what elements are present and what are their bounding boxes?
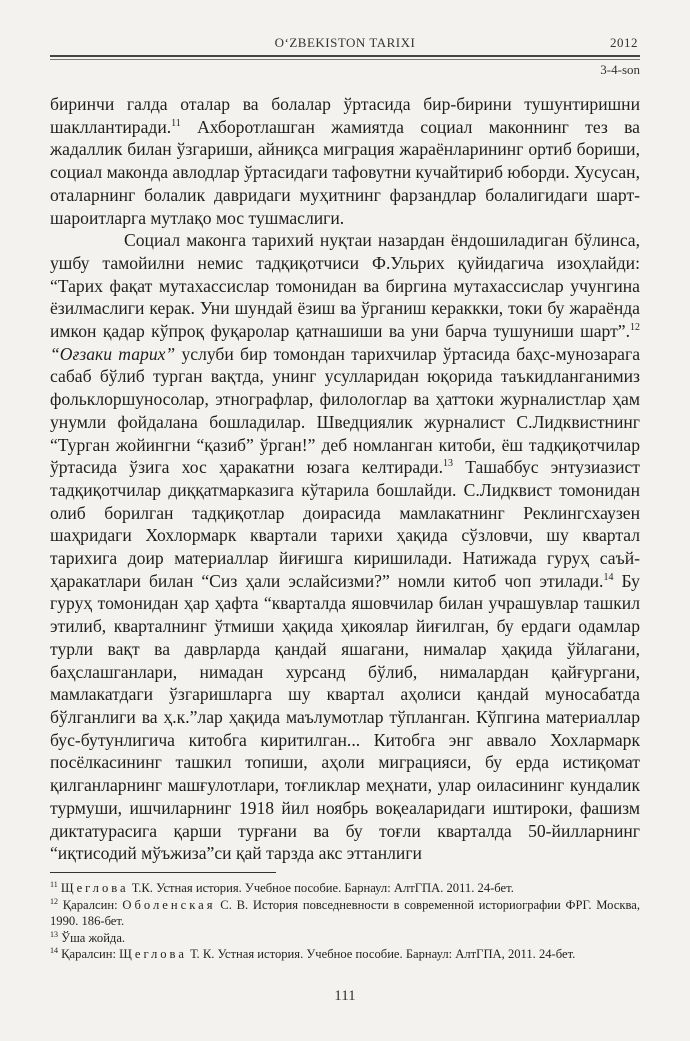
footnote-text: Т. К. Устная история. Учебное пособие. Барнаул: АлтГПА, 2011. 24-бет.	[186, 947, 576, 961]
footnote-prefix: Қаралсин:	[61, 947, 120, 961]
footnote-11	[50, 880, 640, 897]
footnotes	[50, 880, 640, 963]
text-span: Социал маконга тарихий нуқтаи назардан ёндошиладиган бўлинса, ушбу тамойилни немис тадқиқотчиси Ф.Ульрих қуйидагича изоҳлайди: “Тарих фақат мутахассислар томонидан ва биргина мутахассислар учунгина ёзилмаслиги керак. Уни шундай ёзиш ва ўрганиш кераккки, токи бу жараёнда имкон қадар кўпроқ фуқаролар қатнашиши ва уни барча тушуниши шарт”.	[50, 230, 640, 342]
text-span: Бу гуруҳ томонидан ҳар ҳафта “кварталда яшовчилар билан учрашувлар ташкил этилиб, кварталнинг ўтмиши ҳақида ҳикоялар йиғилган, бу ердаги одамлар турли вақт ва даврларда қандай яшагани, нималар ҳақида ўйлагани, баҳслашганлари, нимадан хурсанд бўлиб, нималардан қайғургани, мамлакатдаги ўзгаришларга шу квартал аҳолиси қандай муносабатда бўлганлиги ва ҳ.к.”лар ҳақида маълумотлар тўпланган. Кўпгина материаллар бус-бутунлигича китобга киритилган... Китобга энг аввало Хохлармарк посёлкасининг ташкил топиши, аҳоли миграцияси, бу ерда истиқомат қилганларнинг машғулотлари, тоғликлар меҳнати, улар оиласининг кундалик турмуши, ишчиларнинг 1918 йил ноябрь воқеаларидаги иштироки, фашизм диктатурасига қарши турғани ва бу тоғли кварталда 50-йилларнинг “иқтисодий мўъжиза”си қай тарзда акс эттанлиги	[50, 570, 640, 864]
header-rule-thin	[50, 59, 640, 60]
italic-term: “Оғзаки тарих”	[50, 343, 176, 364]
year: 2012	[610, 35, 638, 50]
footnote-13	[50, 930, 640, 947]
footnote-text: Ўша жойда.	[61, 930, 126, 945]
text-span: Ахборотлашган жамиятда социал маконнинг тез ва жадаллик билан ўзгариши, айниқса миграция жараёнларининг ортиб бориши, социал маконда авлодлар ўртасидаги тафовутни кучайтириб юборди. Хусусан, оталарнинг болалик давридаги муҳитнинг фарзандлар болалигидаги шарт-шароитларга мутлақо мос тушмаслиги.	[50, 116, 640, 228]
footnote-ref: 11	[171, 117, 181, 129]
footnote-number: 12	[50, 896, 58, 906]
text-span: Ташаббус энтузиазист тадқиқотчилар диққатмарказига кўтарила бошлайди. С.Лидквист томонидан олиб борилган тадқиқотлар доирасида мамлакатнинг Реклингсхаузен шаҳридаги Хохлормарк квартали тарихи ҳақида сўзловчи, шу квартал тарихига доир материаллар йиғишга киришилади. Натижада гуруҳ саъй-ҳаракатлари билан “Сиз ҳали эслайсизми?” номли китоб чоп этилади.	[50, 457, 640, 591]
journal-title: O‘ZBEKISTON TARIXI	[274, 35, 416, 50]
main-text	[50, 93, 640, 865]
header-rule-thick	[50, 55, 640, 57]
footnote-12	[50, 897, 640, 930]
footnote-text: Т.К. Устная история. Учебное пособие. Барнаул: АлтГПА. 2011. 24-бет.	[128, 881, 514, 895]
text-span: биринчи галда оталар ва болалар ўртасида бир-бирини тушунтиришни шакллантиради.	[50, 94, 640, 137]
footnote-number: 14	[50, 945, 58, 955]
footnote-author: Щеглова	[60, 881, 129, 895]
footnote-number: 13	[50, 929, 58, 939]
footnote-ref: 13	[442, 458, 453, 470]
footnote-prefix: Қаралсин:	[62, 897, 123, 912]
text-span: услуби бир томондан тарихчилар ўртасида баҳс-мунозарага сабаб бўлиб турган вақтда, унинг усулларидан юқорида таъкидланганимиз фольклоршуносолар, этнографлар, филологлар ва ҳаттоки журналистлар ҳам унумли фойдалана бошладилар. Шведциялик журналист С.Лидквистнинг “Турган жойингни “қазиб” ўрган!” деб номланган китоби, ёш тадқиқотчилар ўртасида ўзига хос ҳаракатни юзага келтиради.	[50, 343, 640, 478]
footnote-author: Оболенская	[122, 897, 216, 912]
page-number: 111	[334, 988, 356, 1004]
footnote-14	[50, 946, 640, 963]
paragraph-1	[50, 93, 640, 229]
footnote-text: С. В. История повседневности в современной историографии ФРГ. Москва, 1990. 186-бет.	[50, 897, 640, 928]
issue-number: 3-4-son	[600, 62, 640, 77]
footnote-ref: 14	[603, 571, 614, 583]
paragraph-2	[50, 229, 640, 865]
footnote-ref: 12	[630, 322, 640, 334]
footnote-number: 11	[50, 879, 58, 889]
footnote-author: Щеглова	[119, 947, 187, 961]
running-head	[50, 34, 640, 54]
footnote-rule	[50, 872, 276, 873]
